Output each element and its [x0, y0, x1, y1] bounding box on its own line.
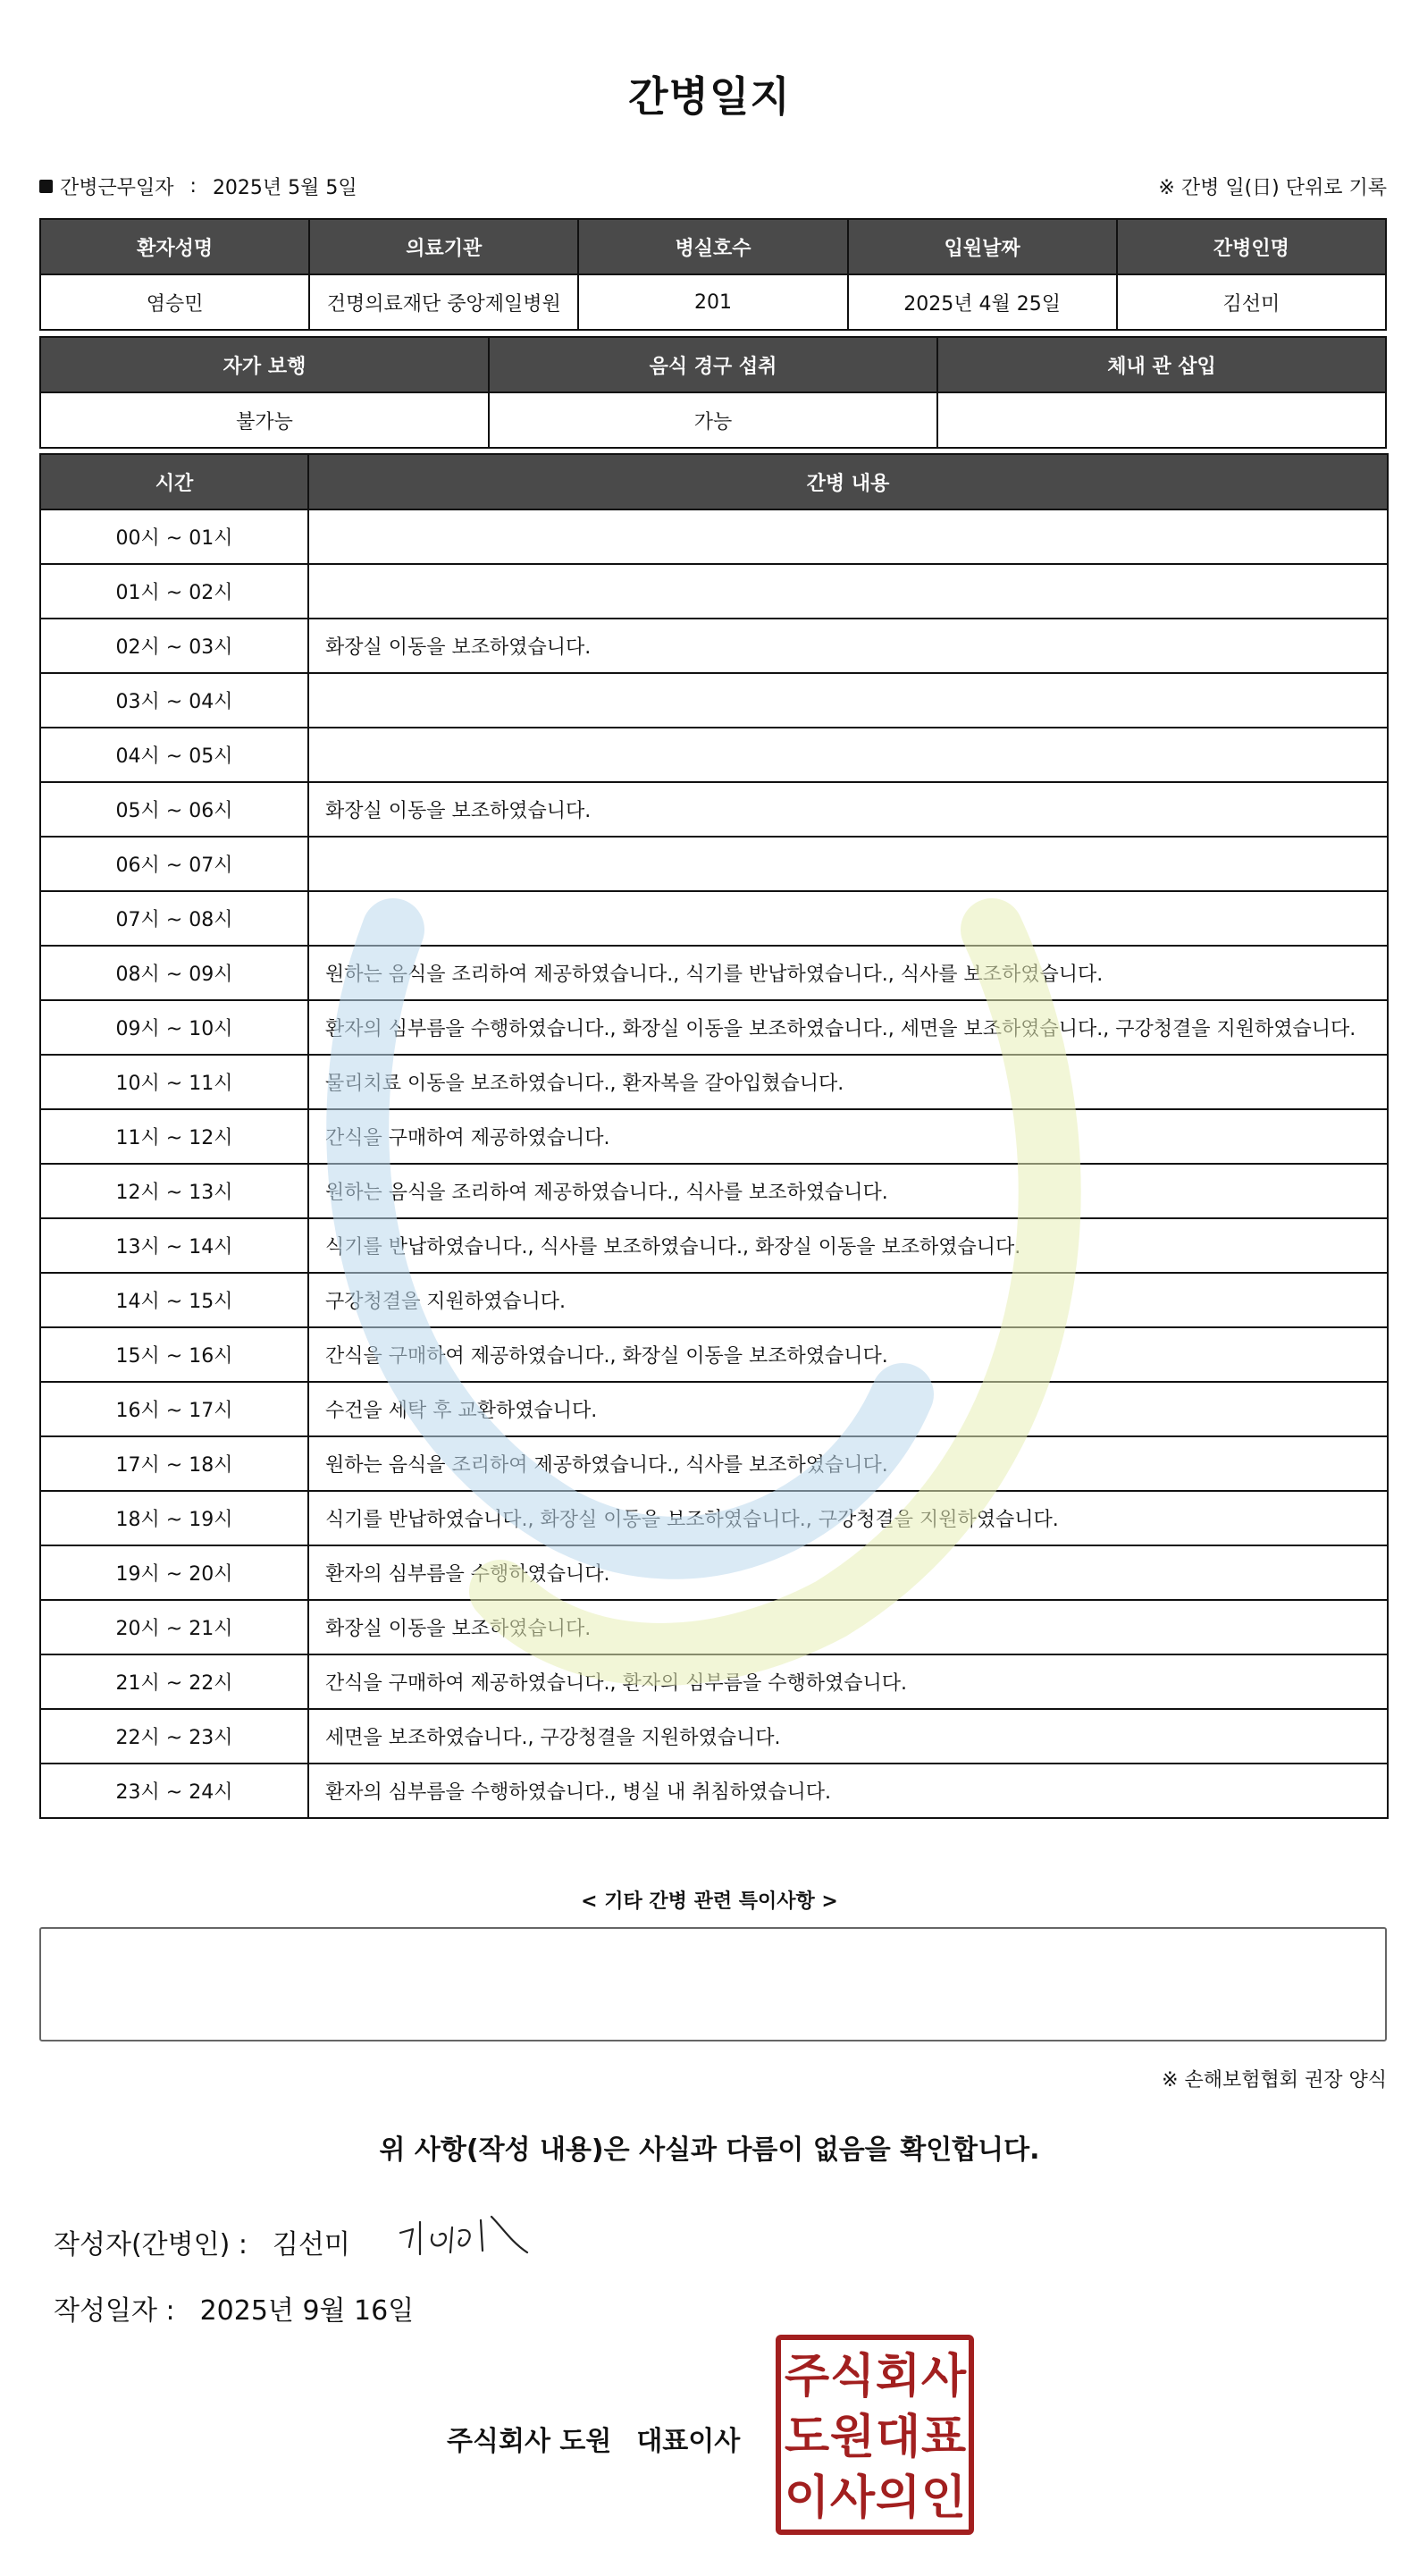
- content-cell: 화장실 이동을 보조하였습니다.: [308, 1600, 1388, 1654]
- content-cell: 식기를 반납하였습니다., 식사를 보조하였습니다., 화장실 이동을 보조하였습니다.: [308, 1218, 1388, 1273]
- writer-label: 작성자(간병인) :: [54, 2229, 248, 2260]
- header-hospital: 의료기관: [309, 219, 578, 274]
- company-role: 대표이사: [636, 2426, 741, 2457]
- content-cell: 물리치료 이동을 보조하였습니다., 환자복을 갈아입혔습니다.: [308, 1055, 1388, 1109]
- unit-note: ※ 간병 일(日) 단위로 기록: [1158, 177, 1387, 199]
- table-row: [40, 891, 1388, 946]
- patient-info-value-row: [40, 274, 1386, 330]
- content-cell: 수건을 세탁 후 교환하였습니다.: [308, 1382, 1388, 1436]
- patient-status-table: [39, 336, 1387, 449]
- content-cell: 간식을 구매하여 제공하였습니다., 환자의 심부름을 수행하였습니다.: [308, 1654, 1388, 1709]
- header-time: 시간: [40, 454, 308, 509]
- header-care-content: 간병 내용: [308, 454, 1388, 509]
- table-row: [40, 782, 1388, 837]
- time-cell: 09시 ~ 10시: [40, 1000, 308, 1055]
- written-date-value: 2025년 9월 16일: [199, 2295, 415, 2327]
- care-log-header-row: [40, 454, 1388, 509]
- svg-text:식: 식: [829, 2350, 876, 2403]
- svg-text:사: 사: [829, 2471, 876, 2525]
- table-row: [40, 1382, 1388, 1436]
- svg-text:원: 원: [829, 2411, 876, 2464]
- oral-intake-value: 가능: [489, 392, 937, 448]
- table-row: [40, 1764, 1388, 1818]
- time-cell: 22시 ~ 23시: [40, 1709, 308, 1764]
- content-cell: 화장실 이동을 보조하였습니다.: [308, 619, 1388, 673]
- table-row: [40, 728, 1388, 782]
- header-oral-intake: 음식 경구 섭취: [489, 337, 937, 392]
- time-cell: 13시 ~ 14시: [40, 1218, 308, 1273]
- content-cell: 원하는 음식을 조리하여 제공하였습니다., 식사를 보조하였습니다.: [308, 1164, 1388, 1218]
- written-date-line: [54, 2288, 414, 2328]
- table-row: [40, 1600, 1388, 1654]
- written-date-label: 작성일자 :: [54, 2295, 175, 2327]
- table-row: [40, 1491, 1388, 1545]
- svg-text:도: 도: [784, 2411, 830, 2464]
- care-log-table: [39, 453, 1389, 1819]
- handwritten-signature: [393, 2208, 545, 2270]
- content-cell: 원하는 음식을 조리하여 제공하였습니다., 식사를 보조하였습니다.: [308, 1436, 1388, 1491]
- time-cell: 12시 ~ 13시: [40, 1164, 308, 1218]
- document-title: 간병일지: [628, 72, 791, 121]
- time-cell: 21시 ~ 22시: [40, 1654, 308, 1709]
- header-admission-date: 입원날짜: [848, 219, 1117, 274]
- time-cell: 11시 ~ 12시: [40, 1109, 308, 1164]
- header-caregiver-name: 간병인명: [1117, 219, 1386, 274]
- patient-info-table: [39, 218, 1387, 331]
- patient-status-header-row: [40, 337, 1386, 392]
- patient-info-header-row: [40, 219, 1386, 274]
- content-cell: [308, 728, 1388, 782]
- svg-text:사: 사: [920, 2350, 967, 2403]
- table-row: [40, 619, 1388, 673]
- hospital-name: 건명의료재단 중앙제일병원: [309, 274, 578, 330]
- table-row: [40, 1654, 1388, 1709]
- content-cell: 식기를 반납하였습니다., 화장실 이동을 보조하였습니다., 구강청결을 지원하였습니다.: [308, 1491, 1388, 1545]
- room-number: 201: [578, 274, 847, 330]
- time-cell: 10시 ~ 11시: [40, 1055, 308, 1109]
- svg-text:이: 이: [784, 2471, 830, 2525]
- content-cell: 간식을 구매하여 제공하였습니다.: [308, 1109, 1388, 1164]
- time-cell: 14시 ~ 15시: [40, 1273, 308, 1327]
- time-cell: 20시 ~ 21시: [40, 1600, 308, 1654]
- time-cell: 06시 ~ 07시: [40, 837, 308, 891]
- header-self-walking: 자가 보행: [40, 337, 489, 392]
- content-cell: [308, 673, 1388, 728]
- header-patient-name: 환자성명: [40, 219, 309, 274]
- table-row: [40, 673, 1388, 728]
- svg-text:대: 대: [875, 2411, 921, 2464]
- remarks-title: < 기타 간병 관련 특이사항 >: [581, 1890, 838, 1913]
- self-walking-value: 불가능: [40, 392, 489, 448]
- svg-text:표: 표: [920, 2411, 967, 2464]
- table-row: [40, 946, 1388, 1000]
- time-cell: 19시 ~ 20시: [40, 1545, 308, 1600]
- square-bullet-icon: [39, 180, 53, 193]
- writer-name: 김선미: [272, 2229, 350, 2260]
- table-row: [40, 837, 1388, 891]
- work-date-value: 2025년 5월 5일: [212, 177, 357, 199]
- time-cell: 03시 ~ 04시: [40, 673, 308, 728]
- writer-line: [54, 2222, 350, 2261]
- table-row: [40, 1273, 1388, 1327]
- content-cell: 간식을 구매하여 제공하였습니다., 화장실 이동을 보조하였습니다.: [308, 1327, 1388, 1382]
- tube-insertion-value: [937, 392, 1386, 448]
- time-cell: 07시 ~ 08시: [40, 891, 308, 946]
- content-cell: 환자의 심부름을 수행하였습니다., 화장실 이동을 보조하였습니다., 세면을 보조하였습니다., 구강청결을 지원하였습니다.: [308, 1000, 1388, 1055]
- table-row: [40, 1218, 1388, 1273]
- table-row: [40, 1709, 1388, 1764]
- work-date-line: [39, 173, 357, 200]
- svg-text:주: 주: [784, 2350, 830, 2403]
- time-cell: 23시 ~ 24시: [40, 1764, 308, 1818]
- table-row: [40, 1055, 1388, 1109]
- time-cell: 08시 ~ 09시: [40, 946, 308, 1000]
- time-cell: 17시 ~ 18시: [40, 1436, 308, 1491]
- table-row: [40, 1164, 1388, 1218]
- table-row: [40, 509, 1388, 564]
- svg-text:인: 인: [920, 2471, 967, 2525]
- form-note: ※ 손해보험협회 권장 양식: [1162, 2069, 1387, 2092]
- time-cell: 00시 ~ 01시: [40, 509, 308, 564]
- company-name: 주식회사 도원: [447, 2426, 612, 2457]
- time-cell: 05시 ~ 06시: [40, 782, 308, 837]
- content-cell: [308, 891, 1388, 946]
- content-cell: [308, 837, 1388, 891]
- table-row: [40, 1327, 1388, 1382]
- admission-date: 2025년 4월 25일: [848, 274, 1117, 330]
- table-row: [40, 1000, 1388, 1055]
- remarks-box: [39, 1927, 1387, 2041]
- time-cell: 04시 ~ 05시: [40, 728, 308, 782]
- table-row: [40, 1109, 1388, 1164]
- content-cell: 세면을 보조하였습니다., 구강청결을 지원하였습니다.: [308, 1709, 1388, 1764]
- content-cell: 환자의 심부름을 수행하였습니다.: [308, 1545, 1388, 1600]
- header-tube-insertion: 체내 관 삽입: [937, 337, 1386, 392]
- svg-text:의: 의: [875, 2471, 921, 2525]
- patient-status-value-row: [40, 392, 1386, 448]
- time-cell: 16시 ~ 17시: [40, 1382, 308, 1436]
- time-cell: 01시 ~ 02시: [40, 564, 308, 619]
- content-cell: [308, 564, 1388, 619]
- content-cell: [308, 509, 1388, 564]
- company-seal: [776, 2335, 974, 2535]
- work-date-colon: :: [189, 175, 197, 198]
- table-row: [40, 564, 1388, 619]
- company-line: [447, 2419, 740, 2458]
- time-cell: 15시 ~ 16시: [40, 1327, 308, 1382]
- header-room-number: 병실호수: [578, 219, 847, 274]
- caregiver-name: 김선미: [1117, 274, 1386, 330]
- work-date-label: 간병근무일자: [60, 177, 174, 199]
- table-row: [40, 1436, 1388, 1491]
- content-cell: 원하는 음식을 조리하여 제공하였습니다., 식기를 반납하였습니다., 식사를 보조하였습니다.: [308, 946, 1388, 1000]
- content-cell: 구강청결을 지원하였습니다.: [308, 1273, 1388, 1327]
- time-cell: 18시 ~ 19시: [40, 1491, 308, 1545]
- content-cell: 환자의 심부름을 수행하였습니다., 병실 내 취침하였습니다.: [308, 1764, 1388, 1818]
- table-row: [40, 1545, 1388, 1600]
- content-cell: 화장실 이동을 보조하였습니다.: [308, 782, 1388, 837]
- seal-stamp-icon: [781, 2340, 969, 2530]
- time-cell: 02시 ~ 03시: [40, 619, 308, 673]
- confirmation-statement: 위 사항(작성 내용)은 사실과 다름이 없음을 확인합니다.: [379, 2134, 1040, 2166]
- patient-name: 염승민: [40, 274, 309, 330]
- svg-text:회: 회: [875, 2350, 921, 2403]
